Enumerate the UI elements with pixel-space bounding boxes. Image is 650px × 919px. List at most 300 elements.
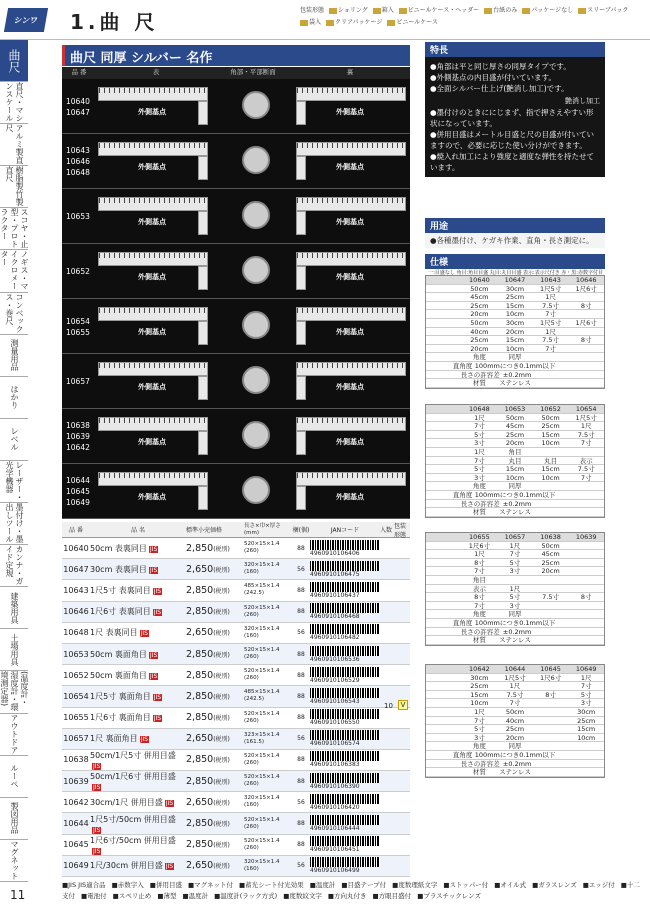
ruler-tick [119, 198, 120, 203]
legend-swatch-icon [399, 8, 407, 14]
spec-table-row [426, 285, 604, 294]
sidebar-tab[interactable] [0, 40, 28, 82]
ruler-tick [362, 143, 363, 148]
spec-cell: 8寸 [545, 690, 556, 699]
spec-rowhead [426, 371, 461, 379]
ruler-tick [357, 308, 358, 313]
row-price-value: 2,850 [186, 839, 214, 851]
ruler-tick [397, 88, 398, 93]
footer-icon-label: ■温度計 [182, 892, 209, 900]
spec-cell: 50cm [470, 318, 489, 327]
spec-note: 一:目盛なし 角目:角目目盛 丸目:丸目目盛 表示:表示尺付き 赤・黒:赤数字付目 [428, 270, 603, 276]
spec-rowhead [426, 636, 462, 644]
sidebar-tab[interactable] [0, 545, 28, 587]
sidebar-tab[interactable] [0, 166, 28, 208]
row-size-main: 320×15×1.4 [244, 858, 280, 865]
legend-item: パッケージなし [522, 5, 573, 17]
ruler-tick [387, 308, 388, 313]
spec-cell [555, 751, 579, 759]
spec-cell: 7.5寸 [577, 430, 595, 439]
row-code: 10648 [63, 628, 89, 638]
row-price-tax: (税別) [213, 545, 230, 553]
ruler-tick [367, 253, 368, 258]
row-code: 10654 [63, 691, 89, 701]
ruler-tick [174, 198, 175, 203]
footer-icon-label: ■蓄光シート付光効果 [239, 881, 304, 889]
spec-rowhead [426, 439, 462, 447]
ruler-tick [159, 198, 160, 203]
ruler-tick [307, 143, 308, 148]
spec-cell: 同厚 [508, 742, 522, 751]
spec-cell [568, 585, 604, 593]
ruler-tick [307, 253, 308, 258]
spec-rowhead [426, 302, 462, 310]
spec-rowhead [426, 742, 462, 750]
ruler-tick [302, 143, 303, 148]
h-size: 長さ×巾×厚さ(mm) [244, 522, 281, 536]
spec-table-row [426, 508, 604, 517]
ruler-tick [149, 308, 150, 313]
ruler-tick [114, 198, 115, 203]
h-irisu: 入数 [380, 527, 393, 534]
spec-cell [568, 310, 604, 318]
ruler-tick [144, 363, 145, 368]
ruler-tick [347, 198, 348, 203]
ruler-tick [352, 308, 353, 313]
sidebar-tab[interactable] [0, 293, 28, 335]
jis-badge-icon: JIS [165, 863, 174, 871]
spec-cell [568, 636, 604, 644]
outer-base-label: 外側基点 [138, 438, 166, 446]
spec-table [425, 532, 605, 646]
row-price-tax: (税別) [213, 863, 230, 871]
spec-rowhead [426, 576, 462, 584]
ruler-tick [357, 253, 358, 258]
row-price-value: 2,850 [186, 648, 214, 660]
ruler-tick [312, 473, 313, 478]
spec-cell: 15cm [505, 465, 525, 474]
ruler-tick [104, 473, 105, 478]
row-qty: 56 [297, 798, 305, 806]
ruler-tick [342, 143, 343, 148]
footer-icon-label: ■温度計 [309, 881, 336, 889]
ruler-tick [129, 88, 130, 93]
ruler-tick [139, 143, 140, 148]
ruler-tick [337, 198, 338, 203]
sidebar-tab[interactable] [0, 756, 28, 798]
row-code: 10649 [63, 861, 89, 871]
spec-cell [568, 602, 604, 610]
ruler-tick [194, 473, 195, 478]
ruler-tick [297, 308, 298, 313]
ruler-tick [129, 418, 130, 423]
row-name [90, 814, 186, 834]
ruler-tick [124, 473, 125, 478]
spec-rowhead [426, 619, 450, 627]
row-name-text: 1尺 裏面角目 [90, 734, 138, 744]
ruler-tick [352, 88, 353, 93]
legend-swatch-icon [484, 8, 492, 14]
sidebar-tab[interactable] [0, 250, 28, 292]
feature-item: ●外側基点の内目盛が付いています。 [430, 73, 556, 82]
spec-cell: 角度 [472, 610, 486, 619]
spec-cell [533, 708, 569, 716]
outer-base-label: 外側基点 [138, 383, 166, 391]
row-jan [310, 603, 380, 620]
outer-base-label: 外側基点 [336, 218, 364, 226]
price-row [62, 792, 410, 813]
spec-rowhead [426, 708, 462, 716]
sidebar-tab[interactable] [0, 798, 28, 840]
row-name-text: 30cm 表裏同目 [90, 564, 147, 574]
spec-cell [580, 751, 604, 759]
ruler-bar-icon [98, 252, 208, 266]
spec-cell: 7寸 [509, 699, 521, 708]
footer-icon-label: ■薄型 [157, 892, 177, 900]
spec-table-row [426, 362, 604, 371]
ruler-tick [327, 253, 328, 258]
ruler-tick [327, 418, 328, 423]
row-jan-number: 4960910106437 [310, 591, 360, 599]
ruler-tick [382, 88, 383, 93]
ruler-leg-icon [296, 266, 306, 290]
jis-badge-icon: JIS [149, 566, 158, 574]
row-name [90, 797, 186, 808]
row-name-text: 50cm 表裏同目 [90, 543, 147, 553]
sidebar-tab[interactable] [0, 82, 28, 124]
sidebar-tab[interactable] [0, 335, 28, 377]
row-name-text: 1尺6寸 裏面角目 [90, 713, 151, 723]
ruler-tick [124, 253, 125, 258]
ruler-tick [199, 88, 200, 93]
sidebar-tab-label: アウトドア [10, 714, 19, 755]
row-price-tax: (税別) [213, 736, 230, 744]
ruler-tick [352, 473, 353, 478]
ruler-tick [397, 473, 398, 478]
spec-corner [426, 533, 462, 541]
spec-cell: 1尺 [474, 447, 485, 456]
spec-cell: 100mmにつき0.1mm以下 [474, 750, 556, 759]
ruler-tick [332, 473, 333, 478]
ruler-bar-icon [296, 142, 406, 156]
row-price-tax: (税別) [213, 715, 230, 723]
spec-cell: 1尺6寸 [575, 318, 597, 327]
row-jan [310, 773, 380, 790]
ruler-tick [179, 198, 180, 203]
row-price-value: 2,850 [186, 690, 214, 702]
product-row [62, 299, 410, 354]
spec-cell [535, 371, 570, 379]
row-price-tax: (税別) [213, 821, 230, 829]
spec-cell: 角度 [472, 742, 486, 751]
spec-table-row [426, 725, 604, 734]
row-jan [310, 561, 380, 578]
row-price-value: 2,650 [186, 627, 214, 639]
sidebar-tab-label: スコヤ・止型・プロトラクター [0, 208, 29, 249]
product-code: 10648 [66, 168, 90, 177]
spec-cell: 50cm [541, 541, 560, 550]
ruler-tick [129, 143, 130, 148]
row-name [90, 835, 186, 855]
spec-table-row [426, 457, 604, 466]
row-name [90, 712, 186, 723]
row-qty: 88 [297, 841, 305, 849]
sidebar-tab[interactable] [0, 124, 28, 166]
row-jan-number: 4960910106420 [310, 803, 360, 811]
ruler-tick [312, 253, 313, 258]
cross-section-icon [242, 91, 270, 119]
spec-cell: 5寸 [580, 690, 592, 699]
ruler-tick [199, 198, 200, 203]
row-name [90, 649, 186, 660]
ruler-tick [204, 363, 205, 368]
h-pack: 包装形態 [394, 522, 407, 539]
spec-cell [533, 508, 569, 516]
ruler-leg-icon [198, 211, 208, 235]
row-name-text: 50cm 裏面角目 [90, 670, 147, 680]
row-price [186, 860, 244, 871]
row-code: 10643 [63, 585, 89, 595]
ruler-tick [144, 143, 145, 148]
ruler-tick [332, 88, 333, 93]
spec-col: 10655 [469, 533, 490, 541]
ruler-tick [114, 473, 115, 478]
cross-section-icon [242, 256, 270, 284]
ruler-tick [184, 143, 185, 148]
spec-table-row [426, 699, 604, 708]
row-size-sub: (242.5) [244, 696, 265, 703]
ruler-tick [387, 363, 388, 368]
spec-col: 10648 [469, 405, 490, 413]
spec-table-header [426, 405, 604, 414]
ruler-tick [154, 143, 155, 148]
ruler-tick [149, 418, 150, 423]
row-jan [310, 730, 380, 747]
cross-section-icon [242, 476, 270, 504]
ruler-tick [372, 88, 373, 93]
spec-cell [533, 448, 569, 456]
ruler-tick [139, 253, 140, 258]
row-size-main: 323×15×1.4 [244, 731, 280, 738]
row-jan [310, 857, 380, 874]
ruler-tick [189, 418, 190, 423]
spec-cell: 直角度 [452, 618, 473, 627]
price-row [62, 856, 410, 877]
sidebar-tab[interactable] [0, 840, 28, 882]
row-jan-number: 4960910106574 [310, 740, 360, 748]
jis-badge-icon: JIS [153, 587, 162, 595]
spec-rowhead [426, 628, 461, 636]
ruler-tick [357, 418, 358, 423]
ruler-tick [114, 143, 115, 148]
sidebar-tab-label: マグネット [10, 840, 19, 881]
row-size-sub: (260) [244, 548, 259, 555]
spec-cell: 1尺5寸 [575, 413, 597, 422]
sidebar-tab-label: 製図用品 [10, 802, 19, 835]
sidebar-tab[interactable] [0, 208, 28, 250]
legend-swatch-icon [300, 20, 308, 26]
ruler-bar-icon [296, 417, 406, 431]
col-code: 品 番 [71, 68, 87, 76]
spec-table-row [426, 742, 604, 751]
ruler-leg-icon [198, 266, 208, 290]
ruler-tick [317, 143, 318, 148]
ruler-tick [204, 198, 205, 203]
ruler-tick [144, 308, 145, 313]
ruler-tick [179, 308, 180, 313]
row-name-text: 1尺/30cm 併用目盛 [90, 861, 163, 871]
spec-cell: 25cm [470, 336, 489, 345]
ruler-tick [387, 418, 388, 423]
spec-rowhead [426, 717, 462, 725]
ruler-tick [124, 143, 125, 148]
spec-rowhead [426, 457, 462, 465]
spec-rowhead [426, 734, 462, 742]
spec-cell: 角目 [508, 447, 522, 456]
barcode-icon [310, 646, 380, 656]
ruler-tick [387, 253, 388, 258]
row-name-text: 1尺5寸/50cm 併用目盛 [90, 814, 176, 824]
row-size-sub: (260) [244, 654, 259, 661]
section-title: 曲尺 同厚 シルバー 名作 [62, 45, 410, 66]
ruler-tick [332, 418, 333, 423]
ruler-tick [382, 308, 383, 313]
spec-col: 10644 [504, 665, 526, 673]
sidebar-tab[interactable] [0, 461, 28, 503]
spec-cell: ステンレス [499, 636, 531, 645]
sidebar-tab[interactable] [0, 714, 28, 756]
spec-cell [568, 550, 604, 558]
ruler-tick [397, 143, 398, 148]
ruler-tick [179, 253, 180, 258]
spec-rowhead [426, 760, 461, 768]
spec-table-row [426, 439, 604, 448]
legend-swatch-icon [329, 8, 337, 14]
ruler-tick [129, 198, 130, 203]
spec-cell: ±0.2mm [502, 499, 532, 508]
row-code: 10647 [63, 564, 89, 574]
sidebar-tab-label: はかり [10, 385, 19, 410]
row-jan [310, 794, 380, 811]
ruler-tick [109, 143, 110, 148]
spec-rowhead [426, 508, 462, 516]
row-jan [310, 667, 380, 684]
row-qty: 88 [297, 756, 305, 764]
ruler-tick [307, 88, 308, 93]
ruler-tick [337, 88, 338, 93]
ruler-tick [387, 88, 388, 93]
ruler-tick [327, 363, 328, 368]
row-size [244, 795, 292, 809]
spec-cell: 5寸 [474, 725, 485, 734]
row-size-main: 520×15×1.4 [244, 774, 280, 781]
legend-swatch-icon [578, 8, 586, 14]
spec-cell [568, 768, 604, 776]
footer-icon-label: ■赤数字入 [111, 881, 144, 889]
spec-cell [569, 500, 604, 508]
ruler-tick [402, 88, 403, 93]
legend-item: ビニールケース [387, 17, 437, 29]
row-price-tax: (税別) [213, 587, 230, 595]
row-jan-number: 4960910106475 [310, 570, 360, 578]
spec-cell [533, 482, 569, 490]
sidebar-tab[interactable] [0, 587, 28, 629]
row-qty: 88 [297, 650, 305, 658]
sidebar-tab[interactable] [0, 419, 28, 461]
spec-table-header [426, 665, 604, 674]
spec-rowhead [426, 725, 462, 733]
spec-col: 10647 [504, 276, 526, 284]
ruler-leg-icon [296, 101, 306, 125]
row-price [186, 585, 244, 596]
row-name-text: 1尺 表裏同目 [90, 628, 138, 638]
spec-table-row [426, 482, 604, 491]
spec-rowhead [426, 310, 462, 318]
spec-rowhead [426, 422, 462, 430]
spec-cell: 20cm [505, 733, 525, 742]
spec-rowhead [426, 465, 462, 473]
ruler-tick [362, 88, 363, 93]
row-price-tax: (税別) [213, 799, 230, 807]
sidebar-tab[interactable] [0, 377, 28, 419]
ruler-tick [159, 473, 160, 478]
ruler-tick [99, 363, 100, 368]
sidebar-tab[interactable] [0, 629, 28, 671]
ruler-tick [392, 143, 393, 148]
sidebar-tab-label: レーザー・光学機器 [5, 460, 24, 501]
row-price-tax: (税別) [213, 693, 230, 701]
spec-cell: 同厚 [508, 482, 522, 491]
spec-cell: 同厚 [508, 610, 522, 619]
ruler-tick [179, 88, 180, 93]
ruler-tick [109, 308, 110, 313]
ruler-tick [332, 143, 333, 148]
spec-cell [533, 682, 569, 690]
barcode-icon [310, 815, 380, 825]
ruler-tick [164, 198, 165, 203]
ruler-tick [302, 363, 303, 368]
ruler-tick [189, 473, 190, 478]
row-price [186, 649, 244, 660]
ruler-tick [164, 473, 165, 478]
row-jan [310, 624, 380, 641]
row-price-tax: (税別) [213, 609, 230, 617]
ruler-bar-icon [98, 472, 208, 486]
spec-rowhead [426, 593, 462, 601]
sidebar-tab[interactable] [0, 671, 28, 713]
ruler-tick [184, 418, 185, 423]
row-size-sub: (260) [244, 844, 259, 851]
spec-table-row [426, 310, 604, 319]
row-jan-number: 4960910106499 [310, 867, 360, 875]
row-size [244, 541, 292, 555]
ruler-tick [337, 418, 338, 423]
ruler-tick [322, 198, 323, 203]
spec-cell: 1尺 [474, 707, 485, 716]
spec-cell: 7.5寸 [506, 690, 524, 699]
row-qty: 88 [297, 714, 305, 722]
row-price [186, 839, 244, 850]
sidebar-tab[interactable] [0, 503, 28, 545]
ruler-tick [104, 143, 105, 148]
jis-badge-icon: JIS [140, 736, 148, 744]
row-price [186, 776, 244, 787]
spec-cell: 1尺 [545, 293, 556, 302]
row-size-main: 520×15×1.4 [244, 837, 280, 844]
barcode-icon [310, 773, 380, 783]
row-code: 10639 [63, 776, 89, 786]
ruler-tick [302, 418, 303, 423]
